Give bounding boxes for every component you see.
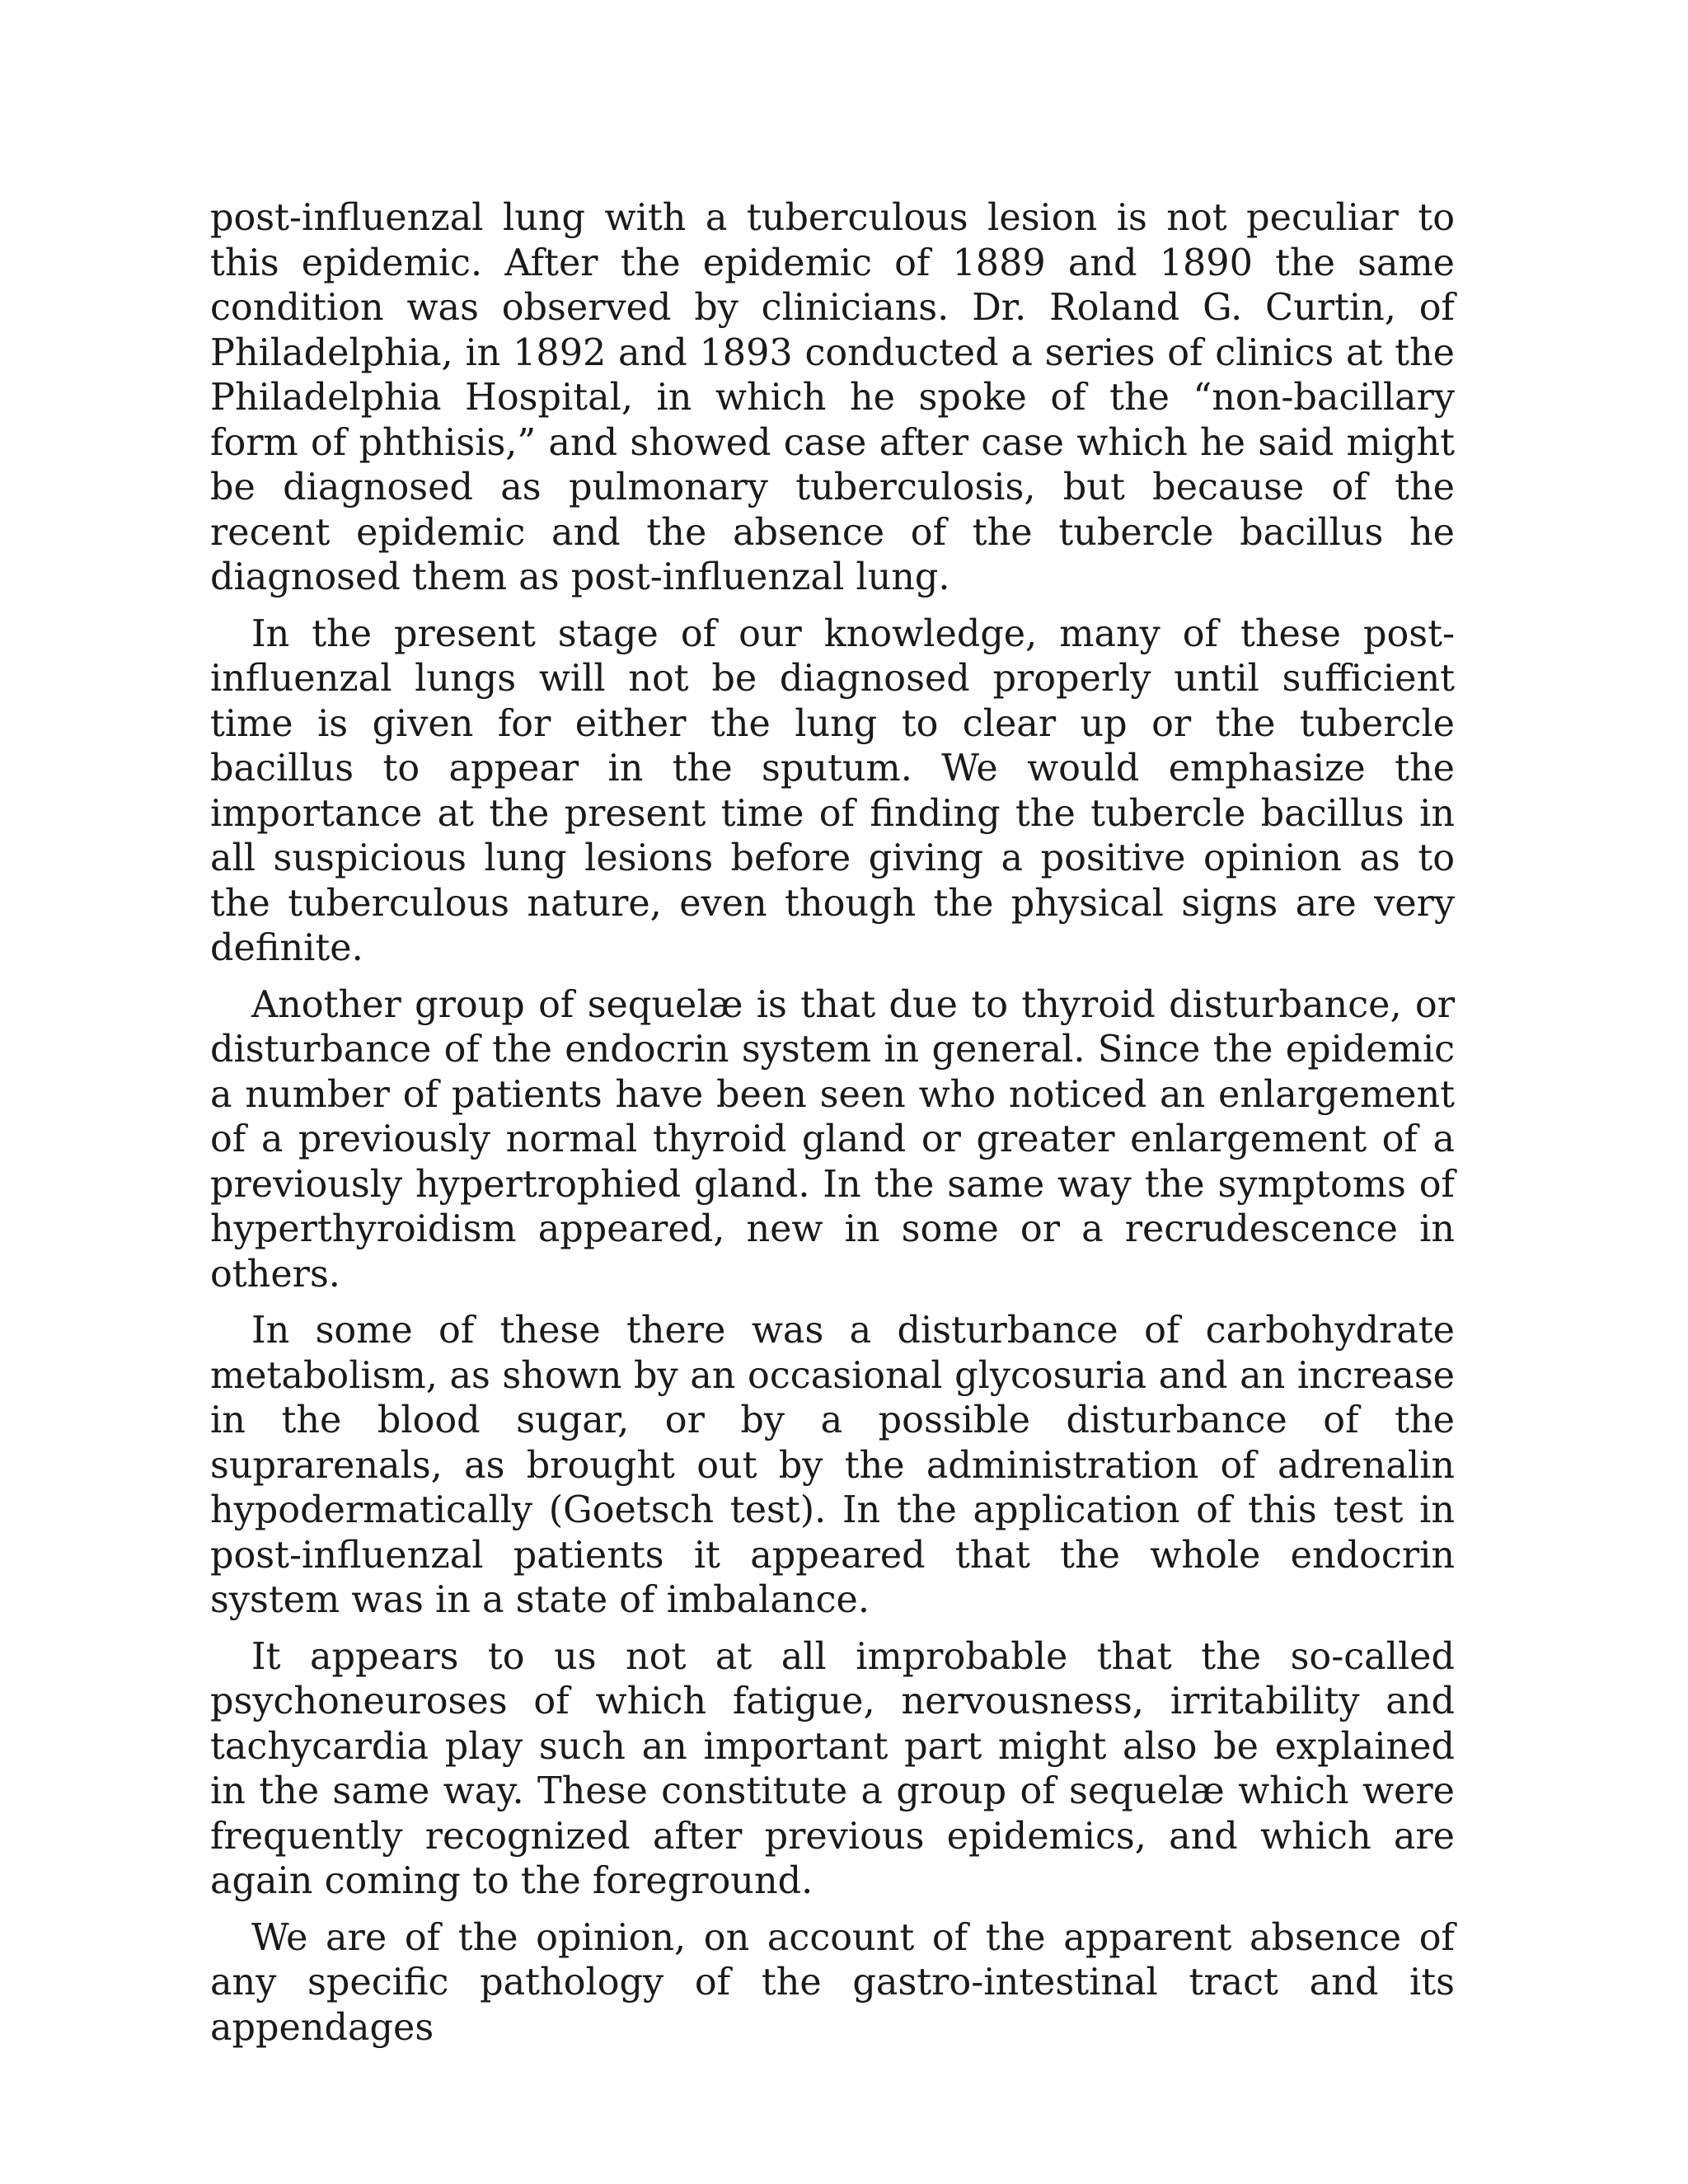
paragraph-carbohydrate-metabolism: In some of these there was a disturbance of carbohydrate metabolism, as shown by an occasional glycosuria and an increase in the blood sugar, or by a possible disturbance of the suprarenals, as brought out by the administration of adrenalin hypodermatically (Goetsch test). In the application of this test in post-influenzal patients it appeared that the whole endocrin system was in a state of imbalance. — [210, 1310, 1455, 1621]
paragraph-present-stage-knowledge: In the present stage of our knowledge, many of these post-influenzal lungs will not be diagnosed properly until sufficient time is given for either the lung to clear up or the tubercle bacillus to appear in the sputum. We would emphasize the importance at the present time of finding the tubercle bacillus in all suspicious lung lesions before giving a positive opinion as to the tuberculous nature, even though the physical signs are very definite. — [210, 612, 1455, 969]
paragraph-psychoneuroses: It appears to us not at all improbable that the so-called psychoneuroses of which fatigue, nervousness, irritability and tachycardia play such an important part might also be explained in the same way. These constitute a group of sequelæ which were frequently recognized after previous epidemics, and which are again coming to the foreground. — [210, 1635, 1455, 1902]
document-page — [210, 196, 1455, 2062]
paragraph-thyroid-disturbance: Another group of sequelæ is that due to thyroid disturbance, or disturbance of the endocrin system in general. Since the epidemic a number of patients have been seen who noticed an enlargement of a previously normal thyroid gland or greater enlargement of a previously hypertrophied gland. In the same way the symptoms of hyperthyroidism appeared, new in some or a recrudescence in others. — [210, 983, 1455, 1296]
paragraph-gastro-intestinal-opinion: We are of the opinion, on account of the apparent absence of any specific pathology of the gastro-intestinal tract and its appendages — [210, 1916, 1455, 2049]
paragraph-post-influenzal-lung: post-influenzal lung with a tuberculous lesion is not peculiar to this epidemic. After the epidemic of 1889 and 1890 the same condition was observed by clinicians. Dr. Roland G. Curtin, of Philadelphia, in 1892 and 1893 conducted a series of clinics at the Philadelphia Hospital, in which he spoke of the “non-bacillary form of phthisis,” and showed case after case which he said might be diagnosed as pulmonary tuberculosis, but because of the recent epidemic and the absence of the tubercle bacillus he diagnosed them as post-influenzal lung. — [210, 197, 1455, 598]
